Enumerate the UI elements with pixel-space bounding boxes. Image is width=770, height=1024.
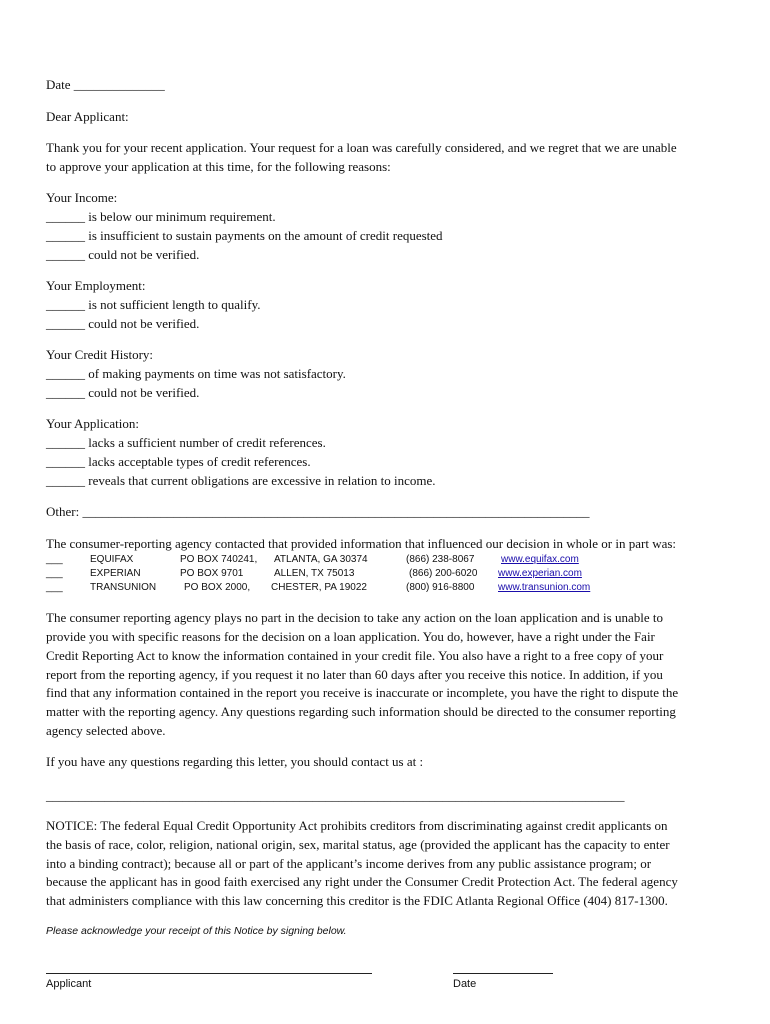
income-reason-item: ______ could not be verified. [46, 247, 200, 262]
agency-select-blank: ___ [46, 582, 63, 593]
application-reason-item: ______ reveals that current obligations are excessive in relation to income. [46, 473, 436, 488]
applicant-signature-line[interactable] [46, 973, 372, 974]
income-reason-item: ______ is below our minimum requirement. [46, 209, 276, 224]
date-line: Date ______________ [46, 77, 165, 92]
contact-blank: _________________________________________________________________________________________ [46, 788, 625, 803]
rights-paragraph-line: provide you with specific reasons for the decision on a loan application. You do, however, have a right under the Fair [46, 629, 655, 644]
credit-history-reason-item: ______ of making payments on time was not satisfactory. [46, 366, 346, 381]
intro-line-2: to approve your application at this time, for the following reasons: [46, 159, 391, 174]
agency-po-box: PO BOX 740241, [180, 554, 258, 565]
agency-intro: The consumer-reporting agency contacted that provided information that influenced our decision in whole or in part was: [46, 536, 677, 551]
agency-city: ATLANTA, GA 30374 [274, 554, 368, 565]
agency-city: ALLEN, TX 75013 [274, 568, 355, 579]
credit-history-heading: Your Credit History: [46, 347, 154, 362]
agency-website-link[interactable]: www.experian.com [498, 568, 582, 579]
date-label: Date [453, 978, 477, 990]
other-line: Other: ______________________________________________________________________________ [46, 504, 590, 519]
rights-paragraph-line: report from the reporting agency, if you request it no later than 60 days after you receive this notice. In addition, if you [46, 667, 663, 682]
credit-history-reason-item: ______ could not be verified. [46, 385, 200, 400]
agency-city: CHESTER, PA 19022 [271, 582, 367, 593]
agency-phone: (866) 238-8067 [406, 554, 475, 565]
agency-phone: (800) 916-8800 [406, 582, 475, 593]
agency-name: TRANSUNION [90, 582, 157, 593]
application-reason-item: ______ lacks a sufficient number of credit references. [46, 435, 326, 450]
agency-select-blank: ___ [46, 554, 63, 565]
agency-po-box: PO BOX 2000, [184, 582, 251, 593]
agency-website-link[interactable]: www.equifax.com [501, 554, 579, 565]
rights-paragraph-line: The consumer reporting agency plays no part in the decision to take any action on the loan application and is unable to [46, 610, 663, 625]
income-reason-item: ______ is insufficient to sustain payments on the amount of credit requested [46, 228, 443, 243]
notice-line: the basis of race, color, religion, national origin, sex, marital status, age (provided the applicant has the capacity to enter [46, 837, 670, 852]
agency-name: EXPERIAN [90, 568, 141, 579]
date-signature-line[interactable] [453, 973, 553, 974]
application-heading: Your Application: [46, 416, 139, 431]
acknowledge-instruction: Please acknowledge your receipt of this Notice by signing below. [46, 925, 347, 937]
employment-reason-item: ______ could not be verified. [46, 316, 200, 331]
employment-heading: Your Employment: [46, 278, 146, 293]
intro-line-1: Thank you for your recent application. Your request for a loan was carefully considered, and we regret that we are unable [46, 140, 677, 155]
notice-line: into a binding contract); because all or part of the applicant’s income derives from any public assistance program; or [46, 856, 652, 871]
rights-paragraph-line: Credit Reporting Act to know the information contained in your credit file. You also have a right to a free copy of your [46, 648, 664, 663]
agency-phone: (866) 200-6020 [409, 568, 478, 579]
employment-reason-item: ______ is not sufficient length to qualify. [46, 297, 261, 312]
notice-line: NOTICE: The federal Equal Credit Opportunity Act prohibits creditors from discriminating against credit applicants on [46, 818, 668, 833]
agency-name: EQUIFAX [90, 554, 134, 565]
income-heading: Your Income: [46, 190, 118, 205]
application-reason-item: ______ lacks acceptable types of credit references. [46, 454, 311, 469]
notice-line: because the applicant has in good faith exercised any right under the Consumer Credit Protection Act. The federal agency [46, 874, 678, 889]
agency-website-link[interactable]: www.transunion.com [498, 582, 591, 593]
rights-paragraph-line: agency selected above. [46, 723, 166, 738]
contact-line: If you have any questions regarding this letter, you should contact us at : [46, 754, 424, 769]
agency-po-box: PO BOX 9701 [180, 568, 244, 579]
salutation: Dear Applicant: [46, 109, 129, 124]
agency-select-blank: ___ [46, 568, 63, 579]
applicant-label: Applicant [46, 978, 92, 990]
rights-paragraph-line: matter with the reporting agency. Any questions regarding such information should be directed to the consumer reporting [46, 704, 676, 719]
rights-paragraph-line: find that any information contained in the report you receive is inaccurate or incomplete, you have the right to dispute the [46, 685, 679, 700]
notice-line: that administers compliance with this law concerning this creditor is the FDIC Atlanta Regional Office (404) 817-1300. [46, 893, 668, 908]
